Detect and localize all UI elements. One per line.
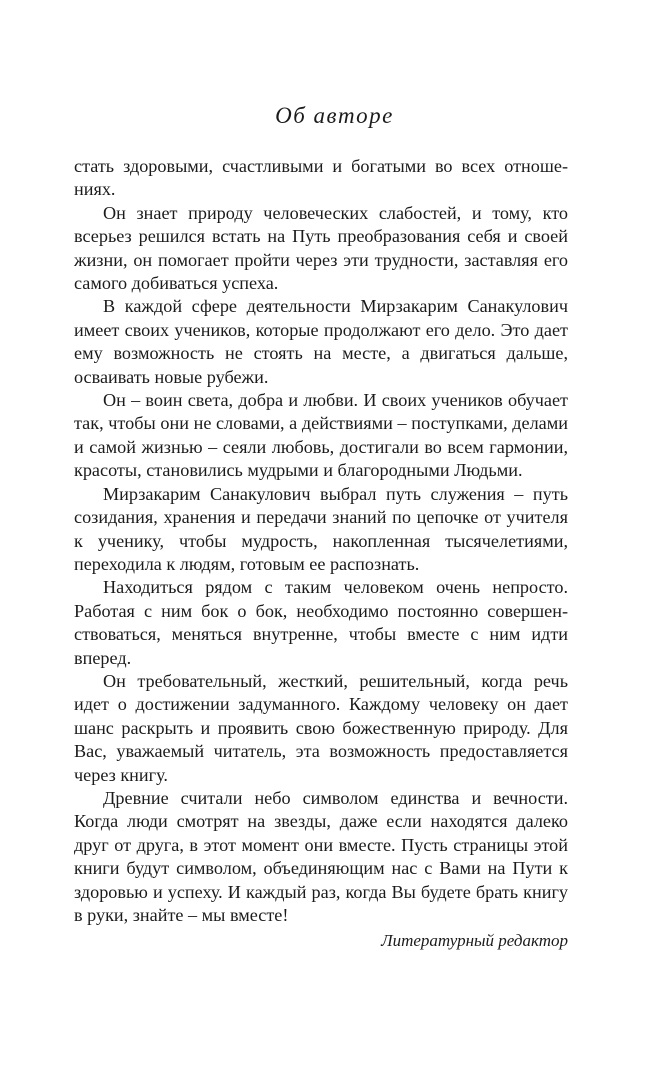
paragraph: Он знает природу человеческих слабостей, и тому, кто всерьез решился встать на Путь преобразования себя и своей жизни, он помогает пройти через эти трудности, заставляя его самого добиваться успеха. [74, 202, 568, 294]
signature: Литературный редактор [381, 931, 568, 951]
paragraph: Он – воин света, добра и любви. И своих учеников обучает так, чтобы они не словами, а действиями – поступками, делами и самой жизнью – сеяли любовь, достигали во всем гармонии, красоты, становились мудрыми и благородными Людьми. [74, 390, 568, 481]
running-header: Об авторе [275, 103, 394, 128]
body-text [74, 155, 568, 952]
paragraph: В каждой сфере деятельности Мирзакарим Санакулович имеет своих учеников, которые продолжают его дело. Это дает ему возможность не стоять на месте, а двигаться дальше, осваивать новые рубежи. [74, 296, 568, 387]
paragraph: Древние считали небо символом единства и вечности. Когда люди смотрят на звезды, даже если находятся далеко друг от друга, в этот момент они вместе. Пусть страницы этой книги будут символом, объединяющим нас с Вами на Пути к здоровью и успеху. И каждый раз, когда Вы будете брать книгу в руки, знайте – мы вместе! [74, 787, 568, 925]
paragraph: стать здоровыми, счастливыми и богатыми во всех отношениях. [74, 156, 568, 200]
paragraph: Мирзакарим Санакулович выбрал путь служения – путь созидания, хранения и передачи знаний по цепочке от учителя к ученику, чтобы мудрость, накопленная тысячелетиями, переходила к людям, готовым ее распознать. [74, 483, 568, 574]
paragraph: Находиться рядом с таким человеком очень непросто. Работая с ним бок о бок, необходимо постоянно совершенствоваться, меняться внутренне, чтобы вместе с ним идти вперед. [74, 577, 568, 668]
paragraph: Он требовательный, жесткий, решительный, когда речь идет о достижении задуманного. Каждому человеку он дает шанс раскрыть и проявить свою божественную природу. Для Вас, уважаемый читатель, эта возможность предоставляется через книгу. [74, 670, 568, 785]
